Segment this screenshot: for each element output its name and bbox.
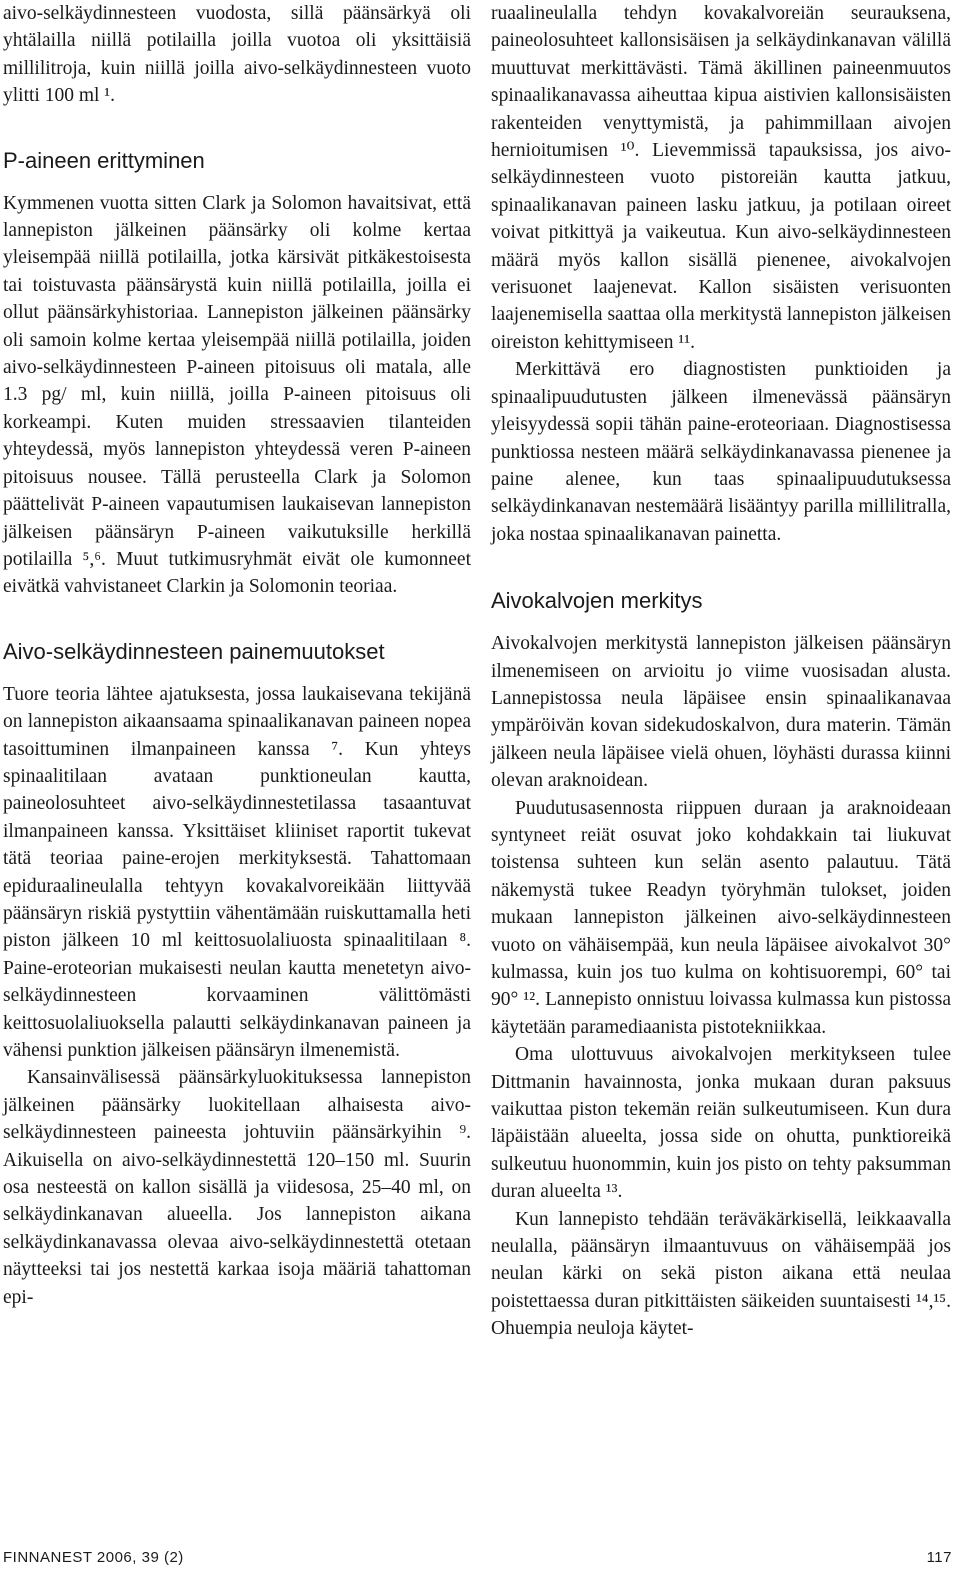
section-heading: Aivokalvojen merkitys [491, 588, 703, 614]
right-column [491, 0, 951, 1343]
left-column [3, 0, 471, 1311]
paragraph: Kymmenen vuotta sitten Clark ja Solomon havaitsivat, että lannepiston jälkeinen päänsärky oli kolme kertaa yleisempää niillä potilailla, jotka kärsivät pitkäkestoisesta tai toistuvasta päänsärystä kuin niillä potilailla, joilla ei ollut päänsärkyhistoriaa. Lannepiston jälkeinen päänsärky oli samoin kolme kertaa yleisempää niillä potilailla, joiden aivo-selkäydinnesteen P-aineen pitoisuus oli matala, alle 1.3 pg/ ml, kuin niillä, joilla P-aineen pitoisuus oli korkeampi. Kuten muiden stressaavien tilanteiden yhteydessä, myös lannepiston yhteydessä veren P-aineen pitoisuus nousee. Tällä perusteella Clark ja Solomon päättelivät P-aineen vapautumisen laukaisevan lannepiston jälkeisen päänsäryn P-aineen vaikutuksille herkillä potilailla ⁵,⁶. Muut tutkimusryhmät eivät ole kumonneet eivätkä vahvistaneet Clarkin ja Solomonin teoriaa. [3, 192, 471, 598]
paragraph: Oma ulottuvuus aivokalvojen merkitykseen tulee Dittmanin havainnosta, jonka mukaan duran paksuus vaikuttaa piston tekemän reiän sulkeutumiseen. Kun dura läpäistään alueelta, jossa side on ohutta, punktioreikä sulkeutuu huonommin, kuin jos pisto on tehty paksumman duran alueelta ¹³. [491, 1044, 951, 1203]
paragraph: ruaalineulalla tehdyn kovakalvoreiän seurauksena, paineolosuhteet kallonsisäisen ja selkäydinkanavan välillä muuttuvat merkittävästi. Tämä äkillinen paineenmuutos spinaalikanavassa aiheuttaa kipua aistivien kallonsisäisten rakenteiden venyttymistä, ja pahimmillaan aivojen hernioitumisen ¹⁰. Lievemmissä tapauksissa, jos aivo-selkäydinnesteen vuoto pistoreiän kautta jatkuu, spinaalikanavan paineen lasku jatkuu, ja potilaan oireet voivat pitkittyä ja vaikeutua. Kun aivo-selkäydinnesteen määrä myös kallon sisällä pienenee, aivokalvojen verisuonet laajenevat. Kallon sisäisten verisuonten laajenemisella saattaa olla merkitystä lannepiston jälkeisen oireiston kehittymiseen ¹¹. [491, 3, 951, 353]
paragraph: Merkittävä ero diagnostisten punktioiden ja spinaalipuudutusten jälkeen ilmenevässä päänsäryn yleisyydessä sopii tähän paine-eroteoriaan. Diagnostisessa punktiossa nesteen määrä selkäydinkanavassa pienenee ja paine alenee, kun taas spinaalipuudutuksessa selkäydinkanavan nestemäärä lisääntyy parilla millilitralla, joka nostaa spinaalikanavan painetta. [491, 359, 951, 545]
paragraph: Puudutusasennosta riippuen duraan ja araknoideaan syntyneet reiät osuvat joko kohdakkain tai liukuvat toistensa suhteen kun selän asento palautuu. Tätä näkemystä tukee Readyn työryhmän tulokset, joiden mukaan lannepiston jälkeinen aivo-selkäydinnesteen vuoto on vähäisempää, kun neula läpäisee aivokalvot 30° kulmassa, kuin jos tuo kulma on kohtisuorempi, 60° tai 90° ¹². Lannepisto onnistuu loivassa kulmassa kun pistossa käytetään paramediaanista pistotekniikkaa. [491, 797, 951, 1038]
section-heading: P-aineen erittyminen [3, 147, 205, 173]
paragraph: Tuore teoria lähtee ajatuksesta, jossa laukaisevana tekijänä on lannepiston aikaansaama spinaalikanavan paineen nopea tasoittuminen ilmanpaineen kanssa ⁷. Kun yhteys spinaalitilaan avataan punktioneulan kautta, paineolosuhteet aivo-selkäydinnestetilassa tasaantuvat ilmanpaineen kanssa. Yksittäiset kliiniset raportit tukevat tätä teoriaa paine-erojen merkityksestä. Tahattomaan epiduraalineulalla tehtyyn kovakalvoreikään liittyvää päänsäryn riskiä pystyttiin vähentämään ruiskuttamalla heti piston jälkeen 10 ml keittosuolaliuosta spinaalitilaan ⁸. Paine-eroteorian mukaisesti neulan kautta menetetyn aivo-selkäydinnesteen korvaaminen välittömästi keittosuolaliuoksella palautti selkäydinkanavan paineen ja vähensi punktion jälkeisen päänsäryn ilmenemistä. [3, 683, 471, 1061]
paragraph: Kun lannepisto tehdään teräväkärkisellä, leikkaavalla neulalla, päänsäryn ilmaantuvuus on vähäisempää jos neulan kärki on sekä piston aikana että neulaa poistettaessa duran pitkittäisten säikeiden suuntaisesti ¹⁴,¹⁵. Ohuempia neuloja käytet- [491, 1208, 951, 1340]
page-number: 117 [926, 1549, 952, 1566]
page-footer [0, 1549, 952, 1571]
paragraph: Kansainvälisessä päänsärkyluokituksessa lannepiston jälkeinen päänsärky luokitellaan alhaisesta aivo-selkäydinnesteen paineesta johtuviin päänsärkyihin ⁹. Aikuisella on aivo-selkäydinnestettä 120–150 ml. Suurin osa nesteestä on kallon sisällä ja viidesosa, 25–40 ml, on selkäydinkanavan alueella. Jos lannepiston aikana selkäydinkanavassa olevaa aivo-selkäydinnestettä otetaan näytteeksi tai jos nestettä karkaa isoja määriä tahattoman epi- [3, 1067, 471, 1308]
paragraph: Aivokalvojen merkitystä lannepiston jälkeisen päänsäryn ilmenemiseen on arvioitu jo viime vuosisadan alusta. Lannepistossa neula läpäisee ensin spinaalikanavaa ympäröivän kovan sidekudoskalvon, dura materin. Tämän jälkeen neula läpäisee vielä ohuen, löyhästi durassa kiinni olevan araknoidean. [491, 633, 951, 792]
publication-info: FINNANEST 2006, 39 (2) [3, 1549, 184, 1566]
paragraph: aivo-selkäydinnesteen vuodosta, sillä päänsärkyä oli yhtälailla niillä potilailla joilla vuotoa oli yksittäisiä millilitroja, kuin niillä joilla aivo-selkäydinnesteen vuoto ylitti 100 ml ¹. [3, 3, 471, 107]
section-heading: Aivo-selkäydinnesteen painemuutokset [3, 638, 385, 664]
